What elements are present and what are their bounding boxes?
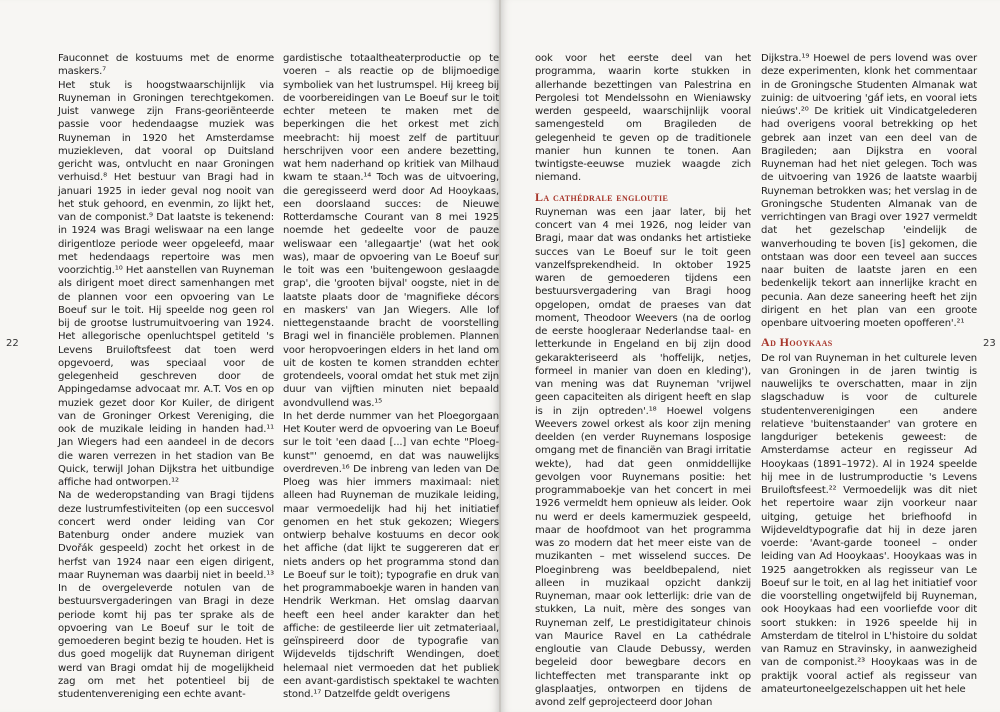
paragraph: Dijkstra.¹⁹ Hoewel de pers lovend was over deze experimenten, klonk het commentaar in de Groningsche Studenten Almanak wat zuinig: de uitvoering 'gáf iets, en vooral iets nieúws'.²⁰ De kritiek uit Vindicatgelederen had overigens vooral betrekking op het gebrek aan inzet van een deel van de Bragileden; aan Dijkstra en vooral Ruyneman had het niet gelegen. Toch was de uitvoering van 1926 de laatste waarbij Ruyneman betrokken was; het verslag in de Groningsche Studenten Almanak van de verrichtingen van Bragi over 1927 vermeldt dat het gezelschap 'eindelijk de wanverhouding te boven [is] gekomen, die ontstaan was door een teveel aan succes naar buiten de laatste jaren en een bedenkelijk tekort aan innerlijke kracht en pecunia. Aan deze saneering heeft het zijn dirigent en het plan van een groote openbare uitvoering moeten opofferen'.²¹ <box>761 53 977 329</box>
paragraph: In het derde nummer van het Ploegorgaan Het Kouter werd de opvoering van Le Boeuf sur le toit 'een daad [...] van echte "Ploeg-kunst"' genoemd, en dat was nauwelijks overdreven.¹⁶ De inbreng van leden van De Ploeg was hier immers maximaal: niet alleen had Ruyneman de muzikale leiding, maar vermoedelijk had hij het initiatief genomen en het stuk gekozen; Wiegers ontwierp behalve kostuums en decor ook het affiche (dat lijkt te suggereren dat er niets anders op het programma stond dan Le Boeuf sur le toit); typografie en druk van het programmaboekje waren in handen van Hendrik Werkman. Het omslag daarvan heeft een heel ander karakter dan het affiche: de gestileerde lier uit zetmateriaal, geïnspireerd door de typografie van Wijdevelds tijdschrift Wendingen, doet helemaal niet vermoeden dat het publiek een avant-gardistisch spektakel te wachten stond.¹⁷ Datzelfde geldt overigens <box>283 410 499 700</box>
left-page-column-2 <box>283 52 499 701</box>
left-page-column-1 <box>58 52 274 701</box>
paragraph: De rol van Ruyneman in het culturele leven van Groningen in de jaren twintig is nauwelijks te overschatten, maar in zijn slagschaduw is voor de culturele studentenverenigingen een andere relatieve 'buitenstaander' van grotere en langduriger betekenis geweest: de Amsterdamse acteur en regisseur Ad Hooykaas (1891–1972). Al in 1924 speelde hij mee in de lustrumproductie 's Levens Bruiloftsfeest.²² Vermoedelijk was dit niet het repertoire waar zijn voorkeur naar uitging, getuige het briefhoofd in Wijdeveldtypografie dat hij in deze jaren voerde: 'Avant-garde tooneel – onder leiding van Ad Hooykaas'. Hooykaas was in 1925 aangetrokken als regisseur van Le Boeuf sur le toit, en al lag het initiatief voor die voorstelling ongetwijfeld bij Ruyneman, ook Hooykaas had een voorliefde voor dit soort stukken: in 1926 speelde hij in Amsterdam de titelrol in L'histoire du soldat van Ramuz en Stravinsky, in aanwezigheid van de componist.²³ Hooykaas was in de praktijk vooral actief als regisseur van amateurtoneelgezelschappen uit het hele <box>761 352 977 695</box>
right-page-column-1 <box>535 52 751 709</box>
right-page-column-2 <box>761 52 977 696</box>
paragraph: Na de wederopstanding van Bragi tijdens deze lustrumfestiviteiten (op een succesvol concert werd onder leiding van Cor Batenburg onder andere muziek van Dvořák gespeeld) zocht het orkest in de herfst van 1924 naar een eigen dirigent, maar Ruyneman was daarbij niet in beeld.¹³ In de overgeleverde notulen van de bestuursvergaderingen van Bragi in deze periode komt hij pas ter sprake als de opvoering van Le Boeuf sur le toit de gemoederen begint bezig te houden. Het is dus goed mogelijk dat Ruyneman dirigent werd van Bragi omdat hij de mogelijkheid zag om met het potentieel bij de studentenvereniging een echte avant- <box>58 490 274 700</box>
paragraph: Het stuk is hoogstwaarschijnlijk via Ruyneman in Groningen terechtgekomen. Juist vanwege zijn Frans-georiënteerde passie voor hedendaagse muziek was Ruyneman in 1920 het Amsterdamse muziekleven, dat vooral op Duitsland gericht was, ontvlucht en naar Groningen verhuisd.⁸ Het bestuur van Bragi had in januari 1925 in ieder geval nog nooit van het stuk gehoord, en evenmin, zo lijkt het, van de componist.⁹ Dat laatste is tekenend: in 1924 was Bragi weliswaar na een lange dirigentloze periode weer opgeleefd, maar met hedendaags repertoire was men voorzichtig.¹⁰ Het aanstellen van Ruyneman als dirigent moet direct samenhangen met de plannen voor een opvoering van Le Boeuf sur le toit. Hij speelde nog geen rol bij de grootse lustrumuitvoering van 1924. Het allegorische openluchtspel getiteld 's Levens Bruiloftsfeest dat toen werd opgevoerd, was speciaal voor de gelegenheid geschreven door de Appingedamse advocaat mr. A.T. Vos en op muziek gezet door Kor Kuiler, de dirigent van de Groninger Orkest Vereniging, die ook de muzikale leiding in handen had.¹¹ Jan Wiegers had een aandeel in de decors die waren verrezen in het stadion van Be Quick, terwijl Johan Dijkstra het uitbundige affiche had ontworpen.¹² <box>58 79 274 488</box>
left-page <box>0 0 499 712</box>
paragraph: gardistische totaaltheaterproductie op te voeren – als reactie op de blijmoedige symboliek van het lustrumspel. Hij kreeg bij de voorbereidingen van Le Boeuf sur le toit echter meteen te maken met de beperkingen die het orkest met zich meebracht: hij moest zelf de partituur herschrijven voor een andere bezetting, wat hem naderhand op kritiek van Milhaud kwam te staan.¹⁴ Toch was de uitvoering, die geregisseerd werd door Ad Hooykaas, een doorslaand succes: de Nieuwe Rotterdamsche Courant van 8 mei 1925 noemde het gedeelte voor de pauze weliswaar een 'allegaartje' (wat het ook was), maar de opvoering van Le Boeuf sur le toit was een 'buitengewoon geslaagde grap', die 'grooten bijval' oogste, niet in de laatste plaats door de 'magnifieke décors en maskers' van Jan Wiegers. Alle lof niettegenstaande bracht de voorstelling Bragi wel in financiële problemen. Plannen voor heropvoeringen elders in het land om uit de kosten te komen strandden echter grotendeels, vooral omdat het stuk met zijn duur van vijftien minuten niet bepaald avondvullend was.¹⁵ <box>283 53 499 409</box>
paragraph: Fauconnet de kostuums met de enorme maskers.⁷ <box>58 53 274 78</box>
section-heading: Ad Hooykaas <box>761 335 833 350</box>
paragraph: Ruyneman was een jaar later, bij het concert van 4 mei 1926, nog leider van Bragi, maar dat was ondanks het artistieke succes van Le Boeuf sur le toit geen vanzelfsprekendheid. In oktober 1925 waren de gemoederen tijdens een bestuursvergadering van Bragi hoog opgelopen, omdat de praeses van dat moment, Theodoor Weevers (na de oorlog de eerste hoogleraar Nederlandse taal- en letterkunde in Engeland en bij zijn dood gekarakteriseerd als 'hoffelijk, netjes, formeel in manier van doen en kleding'), van mening was dat Ruyneman 'vrijwel geen capaciteiten als dirigent heeft en slap is in zijn optreden'.¹⁸ Hoewel volgens Weevers zowel orkest als koor zijn mening deelden (en verder Ruynemans losposige omgang met de financiën van Bragi irritatie wekte), had dat geen onmiddellijke gevolgen voor Ruynemans positie: het programmaboekje van het concert in mei 1926 vermeldt hem opnieuw als leider. Ook nu werd er deels kamermuziek gespeeld, maar de hoofdmoot van het programma was zo modern dat het meer eiste van de muzikanten – met wisselend succes. De Ploeginbreng was beeldbepalend, niet alleen in muzikaal opzicht dankzij Ruyneman, maar ook letterlijk: drie van de stukken, La nuit, mère des songes van Ruyneman zelf, Le prestidigitateur chinois van Maurice Ravel en La cathédrale engloutie van Claude Debussy, werden begeleid door bewegbare decors en lichteffecten met transparante inkt op glasplaatjes, ontworpen en tijdens de avond zelf geprojecteerd door Johan <box>535 206 751 708</box>
right-page <box>501 0 1000 712</box>
paragraph: ook voor het eerste deel van het programma, waarin korte stukken in allerhande bezettingen van Palestrina en Pergolesi tot Mendelssohn en Wieniawsky werden gespeeld, waarschijnlijk vooral samengesteld om Bragileden de gelegenheid te geven op de traditionele manier hun kunnen te tonen. Aan twintigste-eeuwse muziek waagde zich niemand. <box>535 53 751 184</box>
section-heading: La cathédrale engloutie <box>535 189 669 204</box>
page-number: 23 <box>983 338 996 349</box>
page-number: 22 <box>6 338 19 349</box>
